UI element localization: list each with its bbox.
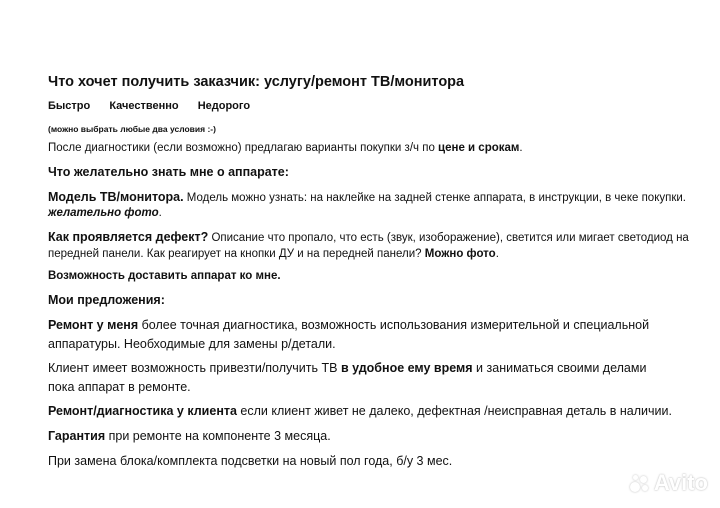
option-fast: Быстро <box>48 100 91 112</box>
model-paragraph-line1 <box>48 190 686 204</box>
client-time-text1: Клиент имеет возможность привезти/получить ТВ <box>48 361 341 375</box>
model-photo: желательно фото <box>48 207 159 219</box>
know-heading: Что желательно знать мне о аппарате: <box>48 165 289 179</box>
offers-heading: Мои предложения: <box>48 293 165 307</box>
options-row <box>48 100 266 112</box>
client-time-text2: и заниматься своими делами <box>472 361 647 375</box>
model-paragraph-line2 <box>48 207 162 219</box>
options-note: (можно выбрать любые два условия :-) <box>48 124 216 134</box>
option-cheap: Недорого <box>197 100 251 112</box>
repair-mine-line2: аппаратуры. Необходимые для замены р/детали. <box>48 337 336 351</box>
model-text: Модель можно узнать: на наклейке на задней стенке аппарата, в инструкции, в чеке покупки. <box>183 192 686 204</box>
after-diag-end: . <box>519 142 523 154</box>
warranty-lead: Гарантия <box>48 429 106 443</box>
model-lead: Модель ТВ/монитора. <box>48 190 184 204</box>
repair-client-lead: Ремонт/диагностика у клиента <box>48 404 237 418</box>
defect-photo: Можно фото <box>424 248 496 260</box>
repair-mine-line1 <box>48 318 649 332</box>
model-end: . <box>158 207 162 219</box>
client-time-bold: в удобное ему время <box>340 361 473 375</box>
avito-dots-icon <box>630 474 650 492</box>
repair-mine-text1: более точная диагностика, возможность использования измерительной и специальной <box>138 318 650 332</box>
after-diag-text: После диагностики (если возможно) предлагаю варианты покупки з/ч по <box>48 142 439 154</box>
warranty-line <box>48 429 331 443</box>
after-diagnostics-text <box>48 142 523 154</box>
avito-watermark <box>630 470 708 496</box>
defect-text1: Описание что пропало, что есть (звук, изоборажение), светится или мигает светодиод на <box>208 232 689 244</box>
delivery-text: Возможность доставить аппарат ко мне. <box>48 270 281 282</box>
repair-client-text: если клиент живет не далеко, дефектная /неисправная деталь в наличии. <box>236 404 672 418</box>
defect-text2: передней панели. Как реагирует на кнопки ДУ и на передней панели? <box>48 248 425 260</box>
page-title: Что хочет получить заказчик: услугу/ремонт ТВ/монитора <box>48 74 465 90</box>
defect-lead: Как проявляется дефект? <box>48 230 209 244</box>
repair-mine-lead: Ремонт у меня <box>48 318 139 332</box>
client-time-line1 <box>48 361 646 375</box>
warranty-text: при ремонте на компоненте 3 месяца. <box>105 429 331 443</box>
option-quality: Качественно <box>109 100 179 112</box>
avito-logo-text: Avito <box>653 470 708 495</box>
defect-paragraph-line2 <box>48 248 499 260</box>
defect-end: . <box>495 248 499 260</box>
repair-client-line <box>48 404 672 418</box>
backlight-line: При замена блока/комплекта подсветки на новый пол года, б/у 3 мес. <box>48 454 453 468</box>
after-diag-bold: цене и срокам <box>438 142 520 154</box>
defect-paragraph-line1 <box>48 230 689 244</box>
client-time-line2: пока аппарат в ремонте. <box>48 380 191 394</box>
